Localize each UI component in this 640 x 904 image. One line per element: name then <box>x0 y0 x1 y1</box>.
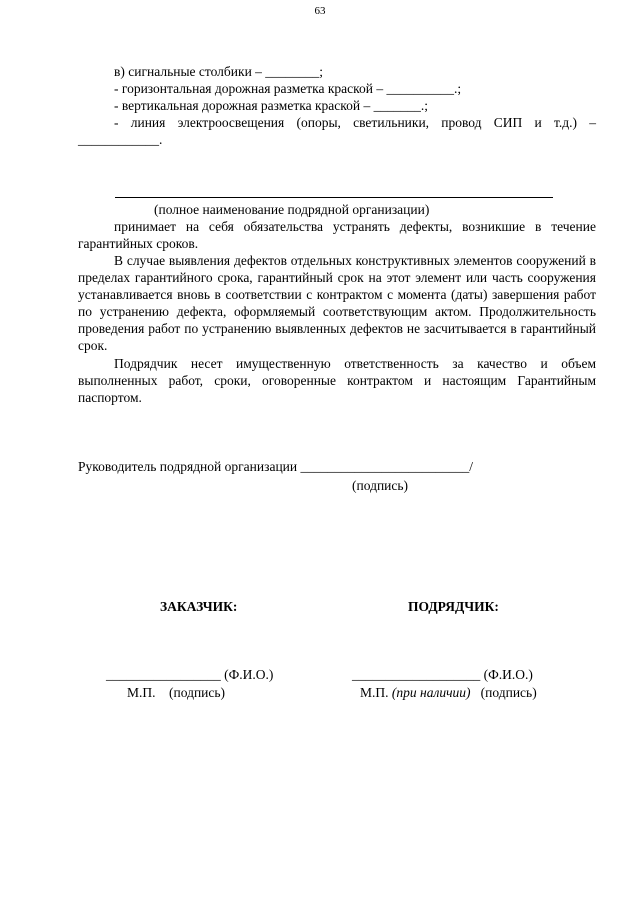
customer-signature-line: _________________ (Ф.И.О.) <box>106 667 274 682</box>
paragraph-defects <box>78 252 596 354</box>
signature-label: (подпись) <box>470 685 537 700</box>
list-item: - горизонтальная дорожная разметка краской – __________.; <box>114 81 462 96</box>
customer-signature-caption: М.П. (подпись) <box>127 685 226 700</box>
list-item: - вертикальная дорожная разметка краской – _______.; <box>114 98 428 113</box>
paragraph-text: Подрядчик несет имущественную ответственность за качество и объем выполненных работ, сроки, оговоренные контрактом и настоящим Гарантийным паспортом. <box>78 356 596 405</box>
contractor-head-signature-line: Руководитель подрядной организации _________________________/ <box>78 459 473 474</box>
warranty-items-list <box>78 63 596 148</box>
paragraph-liability <box>78 355 596 406</box>
paragraph-text: В случае выявления дефектов отдельных конструктивных элементов сооружений в пределах гарантийного срока, гарантийный срок на этот элемент или часть сооружения устанавливается вновь в соответствии с контрактом с момента (даты) завершения работ по устранению дефекта, оформляемый соответствующим актом. Продолжительность проведения работ по устранению выявленных дефектов не засчитывается в гарантийный срок. <box>78 253 596 353</box>
contractor-title: ПОДРЯДЧИК: <box>408 599 499 614</box>
list-item: - линия электроосвещения (опоры, светильники, провод СИП и т.д.) – ____________. <box>78 115 596 147</box>
if-available-note: (при наличии) <box>391 685 471 700</box>
customer-title: ЗАКАЗЧИК: <box>160 599 238 614</box>
paragraph-text: принимает на себя обязательства устранять дефекты, возникшие в течение гарантийных сроков. <box>78 219 596 251</box>
contractor-signature-line: ___________________ (Ф.И.О.) <box>352 667 533 682</box>
page-number: 63 <box>314 5 326 17</box>
organization-name-line <box>115 197 553 198</box>
signature-caption: (подпись) <box>352 478 409 493</box>
paragraph-obligations <box>78 218 596 252</box>
contractor-signature-caption <box>360 684 537 701</box>
organization-name-caption: (полное наименование подрядной организации) <box>154 202 430 217</box>
stamp-label: М.П. <box>360 685 392 700</box>
list-item: в) сигнальные столбики – ________; <box>114 64 324 79</box>
